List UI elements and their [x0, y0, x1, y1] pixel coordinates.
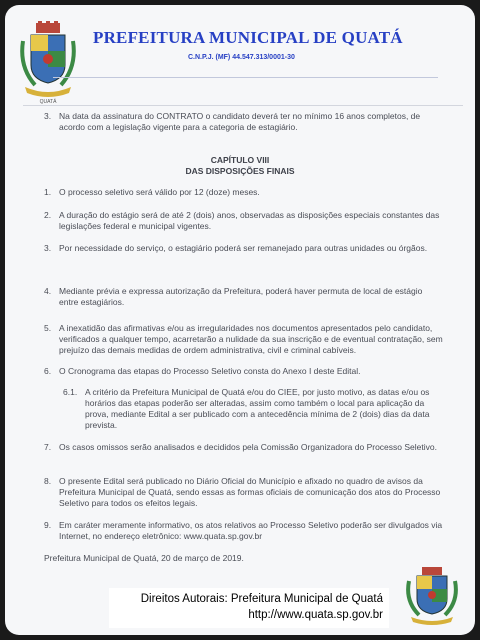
item-number: 3. — [44, 243, 52, 253]
copyright-text: Direitos Autorais: Prefeitura Municipal de Quatá — [140, 593, 383, 605]
item-number: 3. — [44, 111, 52, 121]
item-number: 7. — [44, 442, 52, 452]
list-item: A critério da Prefeitura Municipal de Quatá e/ou do CIEE, por justo motivo, as datas e/ou os horários das etapas poderão ser alteradas, assim como também o local para aplicação da prova, mediante Edital a ser publicado com a antecedência mínima de 2 (dois) dias da data prevista. — [85, 387, 430, 430]
item-number: 8. — [44, 476, 52, 486]
coat-of-arms-small-icon — [403, 565, 461, 629]
cnpj-line: C.N.P.J. (MF) 44.547.313/0001-30 — [188, 54, 295, 61]
item-number: 9. — [44, 520, 52, 530]
list-item: Por necessidade do serviço, o estagiário poderá ser remanejado para outras unidades ou órgãos. — [59, 243, 428, 253]
item-number: 6. — [44, 366, 52, 376]
list-item: A duração do estágio será de até 2 (dois) anos, observadas as disposições especiais constantes das legislações federal e municipal vigentes. — [59, 210, 440, 231]
list-item: A inexatidão das afirmativas e/ou as irregularidades nos documentos apresentados pelo candidato, verificados a qualquer tempo, acarretarão a nulidade da sua inscrição e de eventual contratação, sem prejuízo das demais medidas de ordem administrativa, civil e criminal cabíveis. — [59, 323, 443, 355]
list-item: Os casos omissos serão analisados e decididos pela Comissão Organizadora do Processo Seletivo. — [59, 442, 437, 452]
list-item: O processo seletivo será válido por 12 (doze) meses. — [59, 187, 260, 197]
list-item: Na data da assinatura do CONTRATO o candidato deverá ter no mínimo 16 anos completos, de acordo com a legislação vigente para a categoria de estagiário. — [59, 111, 421, 132]
item-number: 1. — [44, 187, 52, 197]
item-number: 5. — [44, 323, 52, 333]
page-title: PREFEITURA MUNICIPAL DE QUATÁ — [93, 28, 403, 47]
chapter-title: CAPÍTULO VIII — [210, 155, 270, 165]
signature-line: Prefeitura Municipal de Quatá, 20 de março de 2019. — [44, 553, 244, 563]
coat-of-arms-icon — [19, 21, 77, 105]
svg-text:QUATÁ: QUATÁ — [39, 99, 57, 105]
item-number: 2. — [44, 210, 52, 220]
list-item: Em caráter meramente informativo, os atos relativos ao Processo Seletivo poderão ser divulgados via Internet, no endereço eletrônico: www.quata.sp.gov.br — [59, 520, 443, 541]
item-number: 6.1. — [63, 387, 78, 397]
header-divider — [53, 77, 438, 78]
list-item: O presente Edital será publicado no Diário Oficial do Município e afixado no quadro de avisos da Prefeitura Municipal de Quatá, sendo essas as formas oficiais de comunicação dos atos do Processo Seletivo para todos os efeitos legais. — [59, 476, 441, 508]
website-link[interactable]: http://www.quata.sp.gov.br — [248, 609, 383, 621]
chapter-subtitle: DAS DISPOSIÇÕES FINAIS — [185, 166, 295, 176]
header-divider-lower — [23, 105, 463, 106]
list-item: O Cronograma das etapas do Processo Seletivo consta do Anexo I deste Edital. — [59, 366, 361, 376]
document-page — [5, 5, 475, 635]
list-item: Mediante prévia e expressa autorização da Prefeitura, poderá haver permuta de local de estágio entre estagiários. — [59, 286, 423, 307]
item-number: 4. — [44, 286, 52, 296]
